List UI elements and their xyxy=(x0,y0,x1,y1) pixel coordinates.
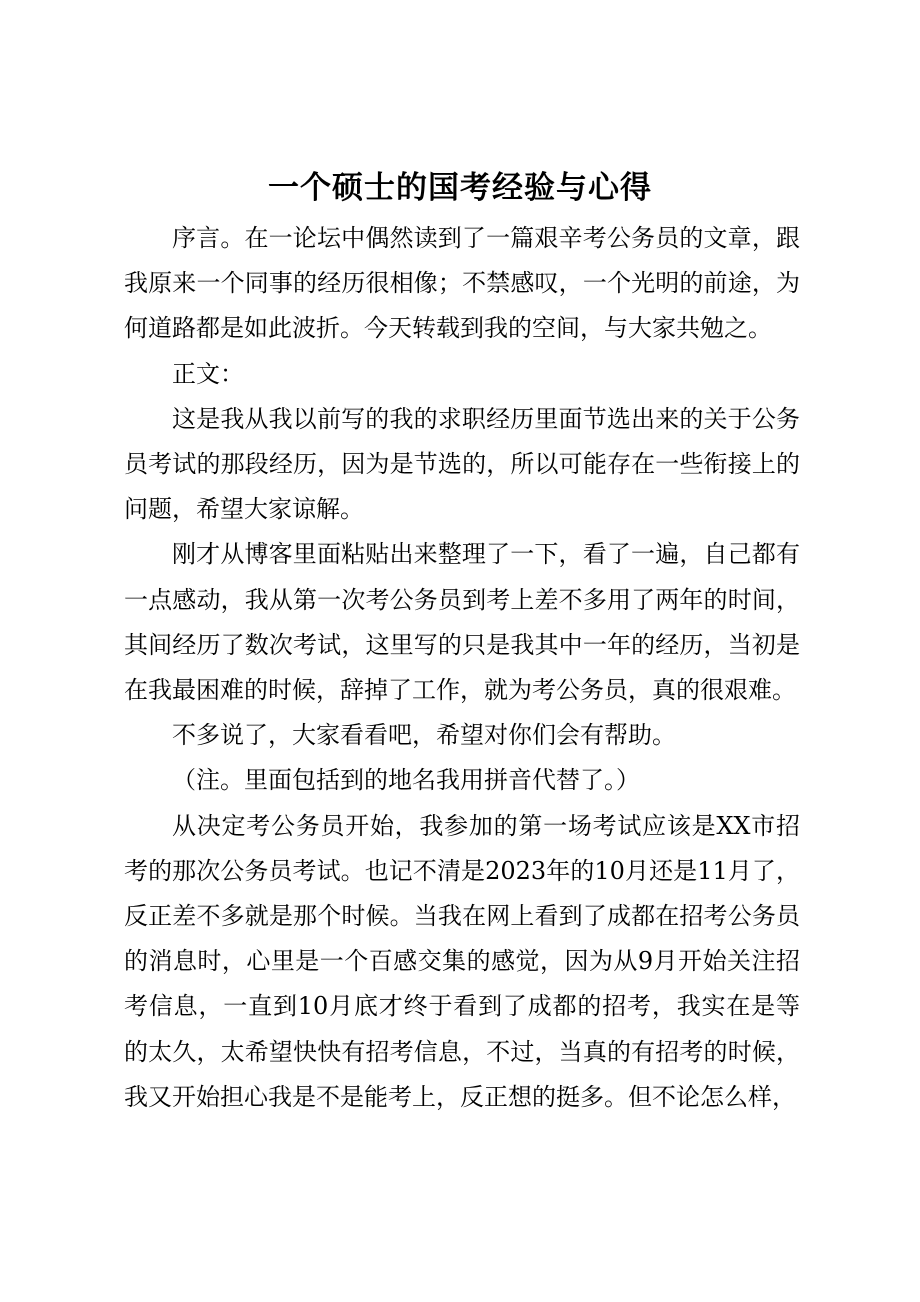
paragraph-hope: 不多说了，大家看看吧，希望对你们会有帮助。 xyxy=(172,721,676,750)
paragraph-pinyin-note: （注。里面包括到的地名我用拼音代替了。） xyxy=(172,766,640,795)
paragraph-first-exam: 从决定考公务员开始，我参加的第一场考试应该是XX市招考的那次公务员考试。也记不清是2023年的10月还是11月了，反正差不多就是那个时候。当我在网上看到了成都在招考公务员的消息时，心里是一个百感交集的感觉，因为从9月开始关注招考信息，一直到10月底才终于看到了成都的招考，我实在是等的太久，太希望快快有招考信息，不过，当真的有招考的时候，我又开始担心我是不是能考上，反正想的挺多。但不论怎么样， xyxy=(124,811,800,1111)
paragraph-excerpt-note: 这是我从我以前写的我的求职经历里面节选出来的关于公务员考试的那段经历，因为是节选的，所以可能存在一些衔接上的问题，希望大家谅解。 xyxy=(124,404,800,524)
document-body xyxy=(124,216,800,1120)
paragraph-main-text-label: 正文： xyxy=(172,359,244,388)
paragraph-preface: 序言。在一论坛中偶然读到了一篇艰辛考公务员的文章，跟我原来一个同事的经历很相像；不禁感叹，一个光明的前途，为何道路都是如此波折。今天转载到我的空间，与大家共勉之。 xyxy=(124,224,800,343)
document-title: 一个硕士的国考经验与心得 xyxy=(268,170,652,206)
paragraph-blog-note: 刚才从博客里面粘贴出来整理了一下，看了一遍，自己都有一点感动，我从第一次考公务员到考上差不多用了两年的时间，其间经历了数次考试，这里写的只是我其中一年的经历，当初是在我最困难的时候，辞掉了工作，就为考公务员，真的很艰难。 xyxy=(124,540,800,705)
